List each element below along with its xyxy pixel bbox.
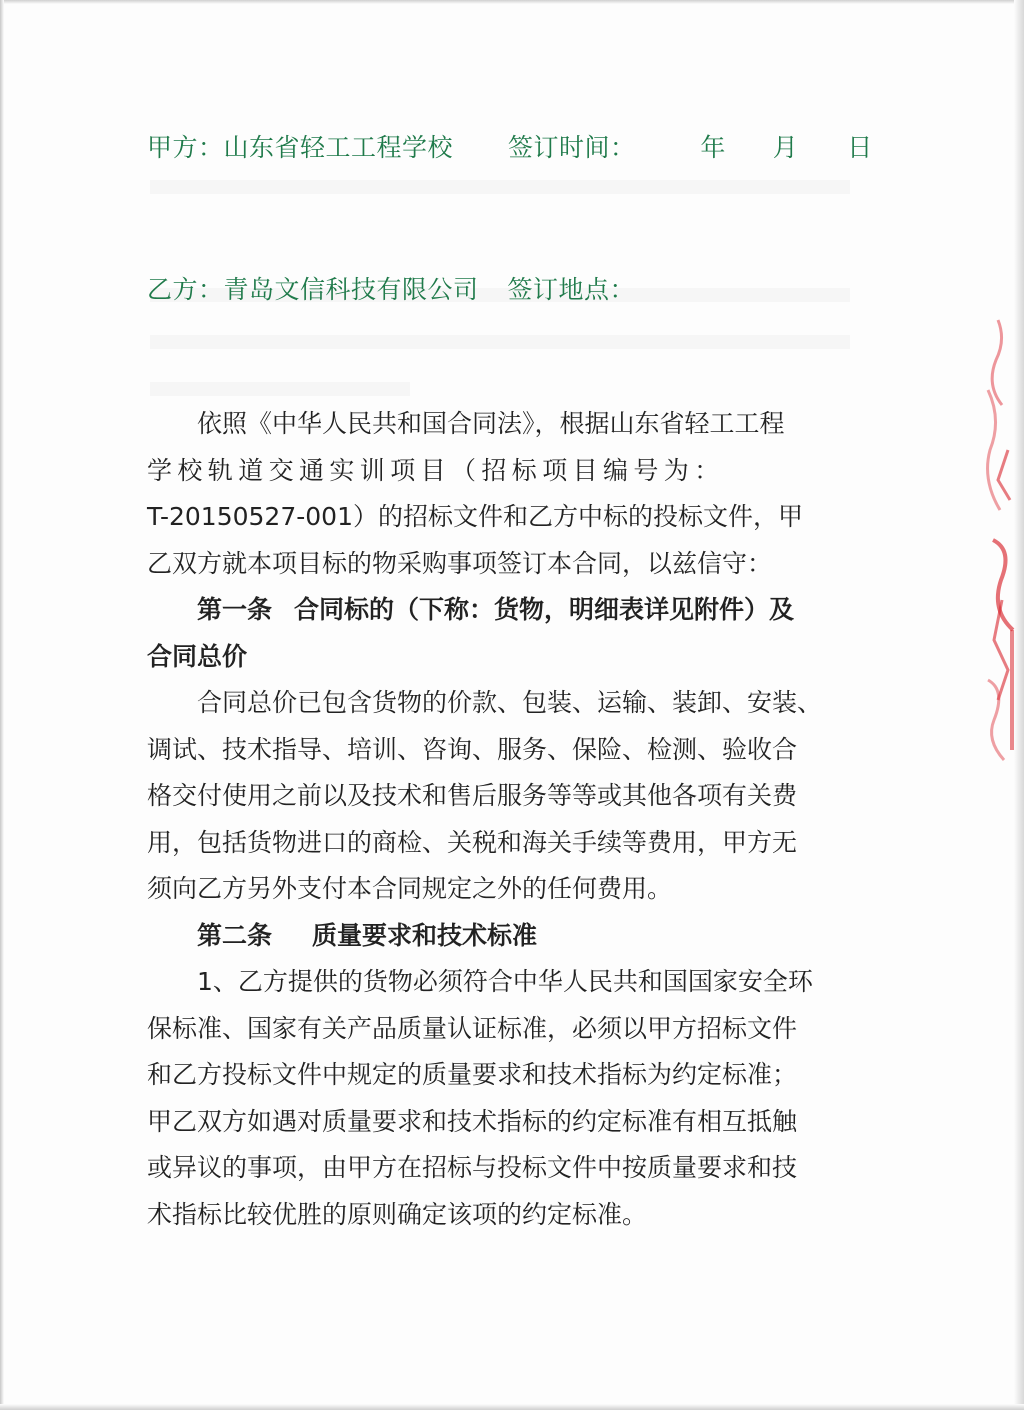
party-b-line xyxy=(147,270,635,306)
sign-time-year: 年 xyxy=(700,133,726,162)
article-1-line: 须向乙方另外支付本合同规定之外的任何费用。 xyxy=(147,874,673,903)
party-a-name: 山东省轻工工程学校 xyxy=(223,133,454,162)
article-1-title-text: 合同标的（下称：货物，明细表详见附件）及 xyxy=(294,595,795,624)
article-1-line: 调试、技术指导、培训、咨询、服务、保险、检测、验收合 xyxy=(147,734,798,764)
article-1-line: 格交付使用之前以及技术和售后服务等等或其他各项有关费 xyxy=(147,781,798,810)
party-b-name: 青岛文信科技有限公司 xyxy=(223,275,479,304)
scan-edge-bottom xyxy=(0,1404,1024,1410)
article-2-line: 术指标比较优胜的原则确定该项的约定标准。 xyxy=(147,1199,648,1229)
party-a-label: 甲方： xyxy=(147,133,224,162)
bleed-through-mark xyxy=(150,180,850,194)
sign-time-label: 签订时间： xyxy=(507,133,636,162)
party-a-line xyxy=(147,128,873,164)
party-b-label: 乙方： xyxy=(147,275,224,304)
article-1-title xyxy=(147,587,847,634)
article-2-line: 和乙方投标文件中规定的质量要求和技术指标为约定标准； xyxy=(147,1060,798,1089)
intro-line: 学校轨道交通实训项目（招标项目编号为： xyxy=(147,455,725,485)
sign-place-label: 签订地点： xyxy=(507,275,635,304)
article-2-line: 甲乙双方如遇对质量要求和技术指标的约定标准有相互抵触 xyxy=(147,1106,798,1136)
article-1-title-continued: 合同总价 xyxy=(147,641,248,671)
article-1-line: 合同总价已包含货物的价款、包装、运输、装卸、安装、 xyxy=(197,688,823,717)
article-2-number: 第二条 xyxy=(197,920,273,950)
bleed-through-mark xyxy=(150,335,850,349)
red-seal-stamp-fragment xyxy=(968,300,1024,780)
article-2-title xyxy=(147,913,847,960)
article-1-line: 用，包括货物进口的商检、关税和海关手续等费用，甲方无 xyxy=(147,827,798,857)
intro-line: 乙双方就本项目标的物采购事项签订本合同，以兹信守： xyxy=(147,548,773,578)
scan-edge-left xyxy=(0,0,4,1410)
article-2-line: 保标准、国家有关产品质量认证标准，必须以甲方招标文件 xyxy=(147,1013,798,1043)
contract-body xyxy=(147,401,847,1238)
sign-time-month: 月 xyxy=(772,133,799,162)
article-2-line: 1、乙方提供的货物必须符合中华人民共和国国家安全环 xyxy=(197,967,813,996)
article-2-title-text: 质量要求和技术标准 xyxy=(312,920,538,950)
scan-edge-top xyxy=(0,0,1024,4)
sign-time-day: 日 xyxy=(847,133,873,162)
article-2-line: 或异议的事项，由甲方在招标与投标文件中按质量要求和技 xyxy=(147,1153,798,1182)
intro-line: T-20150527-001）的招标文件和乙方中标的投标文件，甲 xyxy=(147,502,803,531)
intro-line: 依照《中华人民共和国合同法》，根据山东省轻工工程 xyxy=(197,409,785,438)
article-1-number: 第一条 xyxy=(197,595,273,624)
bleed-through-mark xyxy=(150,382,410,396)
